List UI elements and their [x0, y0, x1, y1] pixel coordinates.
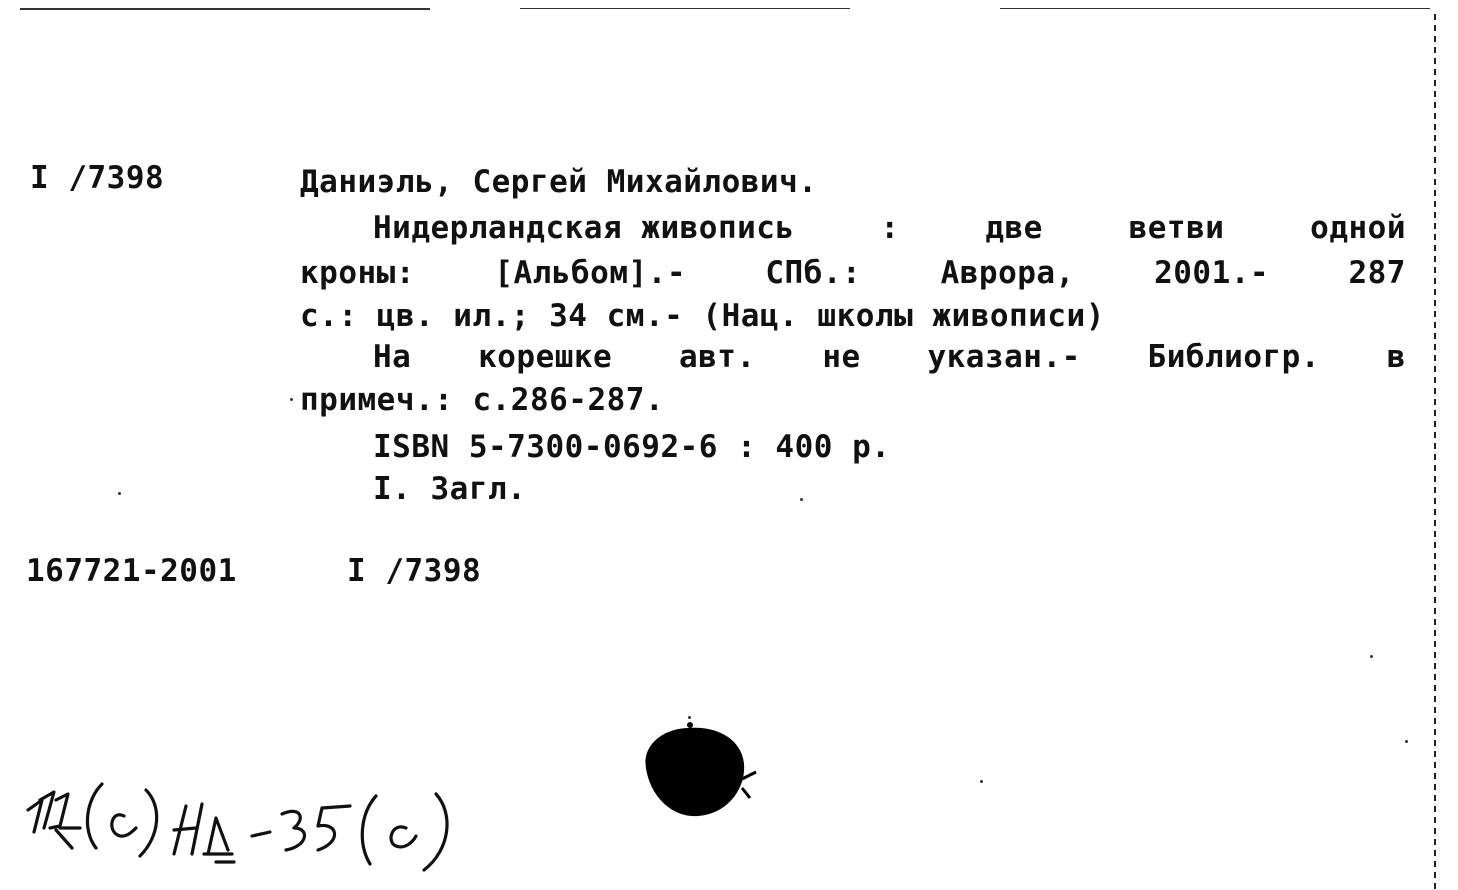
card-right-edge [1434, 14, 1436, 890]
title-line-1: Нидерландская живопись : две ветви одной [373, 210, 1406, 246]
call-number: I /7398 [30, 160, 165, 196]
ink-blot-stamp [632, 722, 762, 822]
top-border-line [520, 8, 850, 9]
handwritten-shelfmark [20, 770, 490, 880]
scan-speck [688, 716, 691, 719]
scan-speck [800, 498, 803, 501]
title-line-2: кроны: [Альбом].- СПб.: Аврора, 2001.- 287 [300, 255, 1406, 291]
scan-speck [118, 492, 121, 495]
author-heading: Даниэль, Сергей Михайлович. [300, 164, 818, 200]
scan-speck [1370, 655, 1373, 658]
isbn-line: ISBN 5-7300-0692-6 : 400 р. [373, 429, 891, 465]
accession-number: 167721-2001 [26, 553, 237, 589]
footer-call-number: I /7398 [347, 553, 482, 589]
tracing-line: I. Загл. [373, 471, 527, 507]
note-line-2: примеч.: с.286-287. [300, 382, 665, 418]
scan-speck [980, 780, 983, 783]
scan-speck [290, 398, 293, 401]
note-line-1: На корешке авт. не указан.- Библиогр. в [373, 339, 1406, 375]
title-line-3: с.: цв. ил.; 34 см.- (Нац. школы живописи) [300, 298, 1105, 334]
top-border-line [1000, 8, 1430, 9]
scan-speck [1405, 740, 1408, 743]
top-border-line [20, 8, 430, 10]
